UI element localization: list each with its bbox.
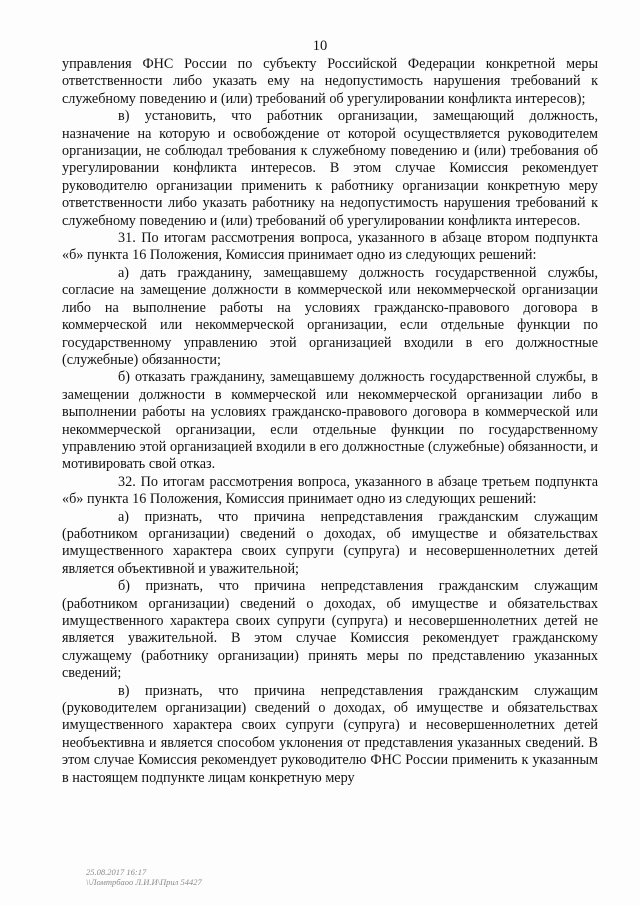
paragraph: а) дать гражданину, замещавшему должность государственной службы, согласие на замещение должности в коммерческой или некоммерческой организации либо на выполнение работы на условиях гражданско-правового договора в коммерческой или некоммерческой организации, если отдельные функции по государственному управлению этой организацией входили в его должностные (служебные) обязанности; [62,264,598,368]
document-body [62,56,598,787]
paragraph: 31. По итогам рассмотрения вопроса, указанного в абзаце втором подпункта «б» пункта 16 Положения, Комиссия принимает одно из следующих решений: [62,230,598,264]
paragraph: а) признать, что причина непредставления гражданским служащим (работником организации) сведений о доходах, об имуществе и обязательствах имущественного характера своих супруги (супруга) и несовершеннолетних детей является объективной и уважительной; [62,508,598,577]
paragraph: 32. По итогам рассмотрения вопроса, указанного в абзаце третьем подпункта «б» пункта 16 Положения, Комиссия принимает одно из следующих решений: [62,473,598,508]
footer-file-path: \\Ломтрбаоо Л.И.И\Прил 54427 [86,877,202,887]
footer-timestamp: 25.08.2017 16:17 [86,867,147,877]
paragraph: управления ФНС России по субъекту Российской Федерации конкретной меры ответственности либо указать ему на недопустимость нарушения требований к служебному поведению и (или) требований об урегулировании конфликта интересов); [62,56,598,107]
paragraph: б) отказать гражданину, замещавшему должность государственной службы, в замещении должности в коммерческой или некоммерческой организации либо в выполнении работы на условиях гражданско-правового договора в коммерческой или некоммерческой организации, если отдельные функции по государственному управлению этой организацией входили в его должностные (служебные) обязанности, и мотивировать свой отказ. [62,369,598,473]
paragraph: б) признать, что причина непредставления гражданским служащим (работником организации) сведений о доходах, об имуществе и обязательствах имущественного характера своих супруги (супруга) и несовершеннолетних детей не является уважительной. В этом случае Комиссия рекомендует гражданскому служащему (работнику организации) принять меры по представлению указанных сведений; [62,578,598,682]
document-footer [86,867,202,887]
page-number: 10 [312,38,328,54]
paragraph: в) установить, что работник организации, замещающий должность, назначение на которую и освобождение от которой осуществляется руководителем организации, не соблюдал требования к служебному поведению и (или) требования об урегулировании конфликта интересов. В этом случае Комиссия рекомендует руководителю организации применить к работнику организации конкретную меру ответственности либо указать работнику на недопустимость нарушения требований к служебному поведению и (или) требований об урегулировании конфликта интересов. [62,108,598,229]
paragraph: в) признать, что причина непредставления гражданским служащим (руководителем организации) сведений о доходах, об имуществе и обязательствах имущественного характера своих супруги (супруга) и несовершеннолетних детей необъективна и является способом уклонения от представления указанных сведений. В этом случае Комиссия рекомендует руководителю ФНС России применить к указанным в настоящем подпункте лицам конкретную меру [62,682,598,786]
